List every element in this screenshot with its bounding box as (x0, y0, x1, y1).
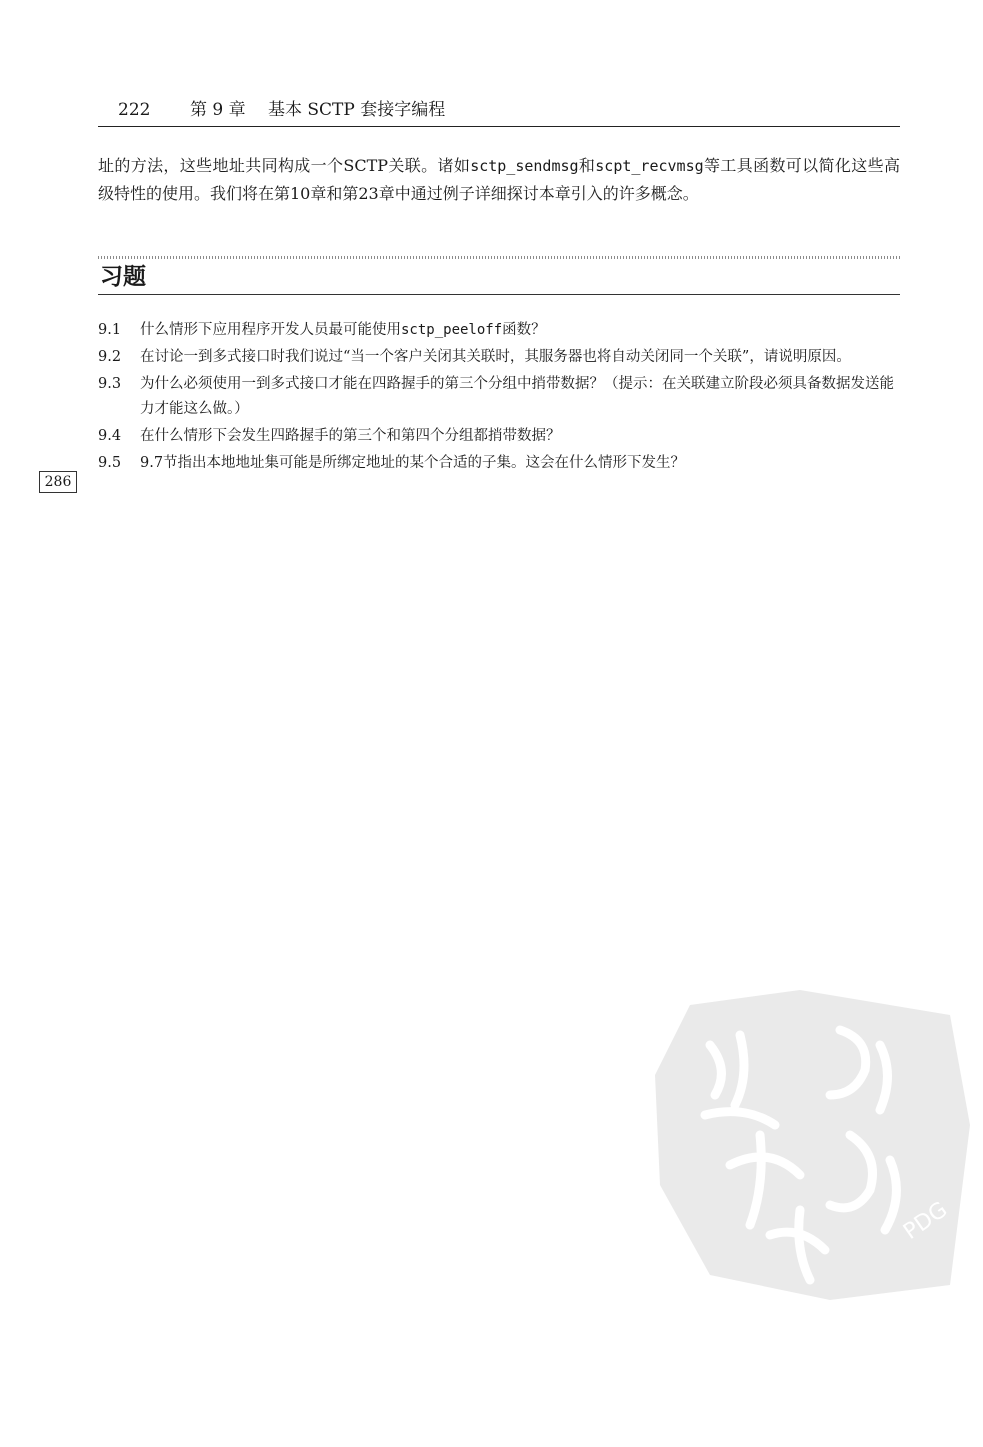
exercise-list (98, 318, 900, 478)
margin-page-reference: 286 (39, 471, 77, 493)
chapter-number: 第 9 章 (190, 100, 246, 120)
exercise-number: 9.3 (98, 376, 122, 392)
running-header (98, 98, 900, 127)
exercise-number: 9.5 (98, 455, 122, 471)
exercise-text: 为什么必须使用一到多式接口才能在四路握手的第三个分组中捎带数据？（提示：在关联建立阶段必须具备数据发送能力才能这么做。） (140, 376, 894, 417)
chapter-title: 基本 SCTP 套接字编程 (268, 100, 446, 120)
section-underline (98, 294, 900, 295)
watermark-text: PDG (899, 1197, 953, 1245)
section-divider (98, 256, 900, 259)
exercise-number: 9.4 (98, 428, 122, 444)
exercise-text: 在什么情形下会发生四路握手的第三个和第四个分组都捎带数据？ (140, 428, 561, 444)
exercise-text: 函数？ (502, 322, 546, 338)
intro-text: 和 (578, 156, 596, 175)
intro-text: 址的方法，这些地址共同构成一个SCTP关联。诸如 (98, 156, 471, 175)
intro-paragraph (98, 152, 900, 208)
exercise-item (98, 451, 900, 476)
exercise-code: sctp_peeloff (401, 322, 503, 338)
exercise-text: 在讨论一到多式接口时我们说过“当一个客户关闭其关联时，其服务器也将自动关闭同一个关联”，请说明原因。 (140, 349, 851, 365)
page-number: 222 (118, 100, 151, 120)
exercise-item (98, 318, 900, 343)
exercise-text: 什么情形下应用程序开发人员最可能使用 (140, 322, 401, 338)
intro-code: scpt_recvmsg (595, 157, 704, 175)
exercise-text: 9.7节指出本地地址集可能是所绑定地址的某个合适的子集。这会在什么情形下发生？ (140, 455, 686, 471)
pdg-seal-watermark (650, 985, 975, 1305)
intro-code: sctp_sendmsg (470, 157, 579, 175)
exercise-item (98, 345, 900, 370)
section-title: 习题 (100, 264, 146, 290)
exercise-item (98, 424, 900, 449)
exercise-number: 9.2 (98, 349, 122, 365)
exercise-number: 9.1 (98, 322, 122, 338)
intro-text: 等工具函数可以简化这些高级特性的使用。我们将在第10章和第23章中通过例子详细探讨本章引入的许多概念。 (98, 156, 900, 203)
exercise-item (98, 372, 900, 422)
